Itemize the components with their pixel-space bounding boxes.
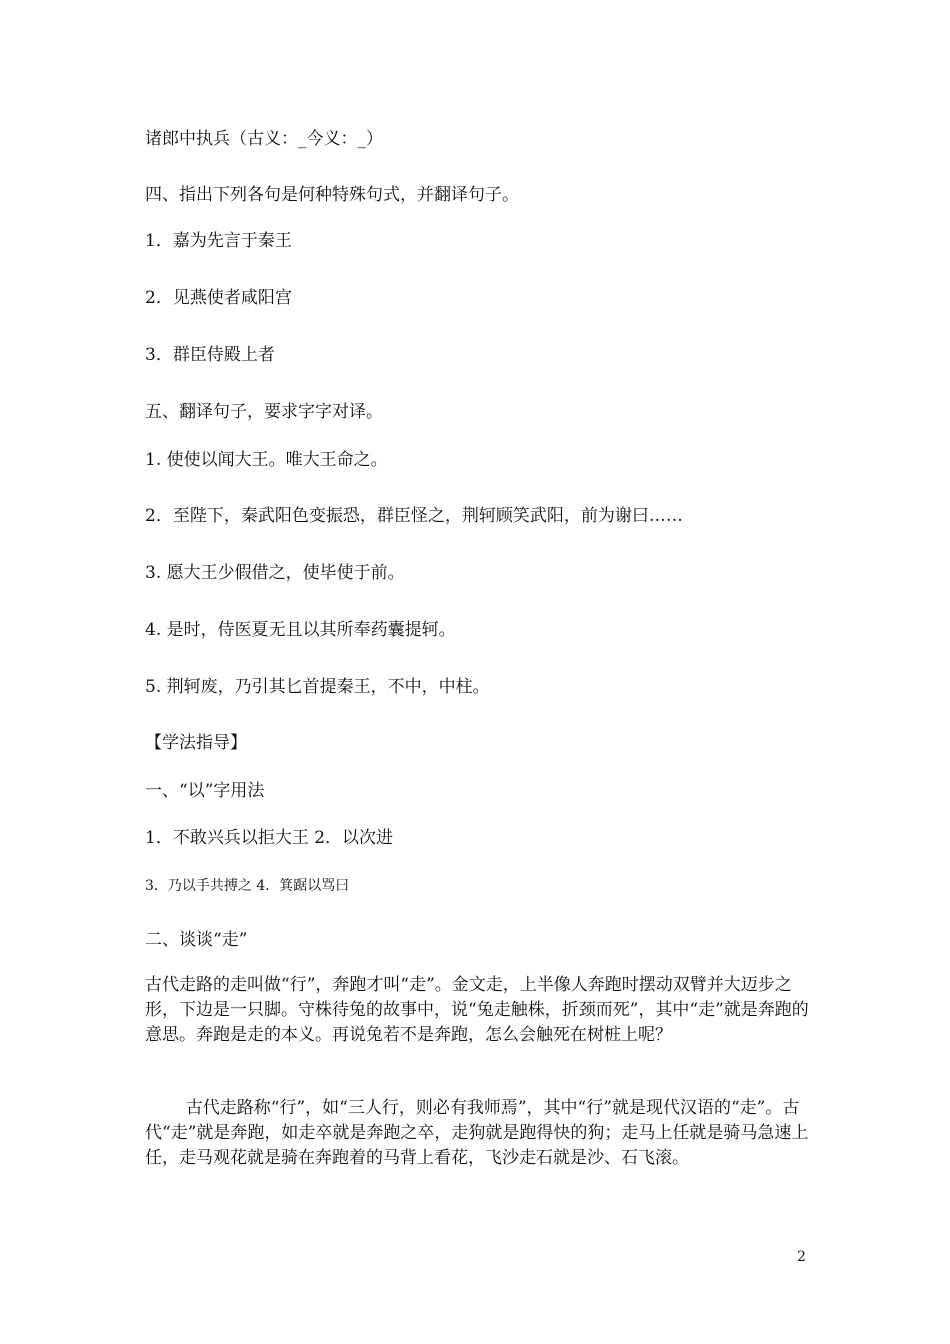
text-line: 3. 愿大王少假借之，使毕使于前。 <box>145 563 405 583</box>
text-line: 诸郎中执兵（古义：_今义：_） <box>145 129 383 149</box>
text-line: 3．乃以手共搏之 4．箕踞以骂曰 <box>145 878 350 894</box>
body-paragraph: 古代走路称“行”，如“三人行，则必有我师焉”，其中“行”就是现代汉语的“走”。古代“走”就是奔跑，如走卒就是奔跑之卒，走狗就是跑得快的狗；走马上任就是骑马急速上任，走马观花就是骑在奔跑着的马背上看花，飞沙走石就是沙、石飞滚。 <box>145 1098 809 1168</box>
text-line: 2．见燕使者咸阳宫 <box>145 288 292 308</box>
text-line: 1．不敢兴兵以拒大王 2．以次进 <box>145 828 394 848</box>
body-paragraph: 古代走路的走叫做“行”，奔跑才叫“走”。金文走，上半像人奔跑时摆动双臂并大迈步之形，下边是一只脚。守株待兔的故事中，说“兔走触株，折颈而死”，其中“走”就是奔跑的意思。奔跑是走的本义。再说兔若不是奔跑，怎么会触死在树桩上呢？ <box>145 975 809 1045</box>
text-line: 1．嘉为先言于秦王 <box>145 231 292 251</box>
section-heading: 一、“以”字用法 <box>145 781 265 801</box>
section-heading: 五、翻译句子，要求字字对译。 <box>145 402 383 422</box>
page-number: 2 <box>797 1249 806 1265</box>
text-line: 2．至陛下，秦武阳色变振恐，群臣怪之，荆轲顾笑武阳，前为谢曰…… <box>145 506 683 526</box>
section-heading: 二、谈谈“走” <box>145 930 248 950</box>
text-line: 5. 荆轲废，乃引其匕首提秦王，不中，中柱。 <box>145 677 490 697</box>
text-line: 4. 是时，侍医夏无且以其所奉药囊提轲。 <box>145 620 456 640</box>
text-line: 1. 使使以闻大王。唯大王命之。 <box>145 450 388 470</box>
text-line: 3．群臣侍殿上者 <box>145 345 275 365</box>
section-heading: 四、指出下列各句是何种特殊句式，并翻译句子。 <box>145 185 519 205</box>
section-heading: 【学法指导】 <box>145 733 247 753</box>
